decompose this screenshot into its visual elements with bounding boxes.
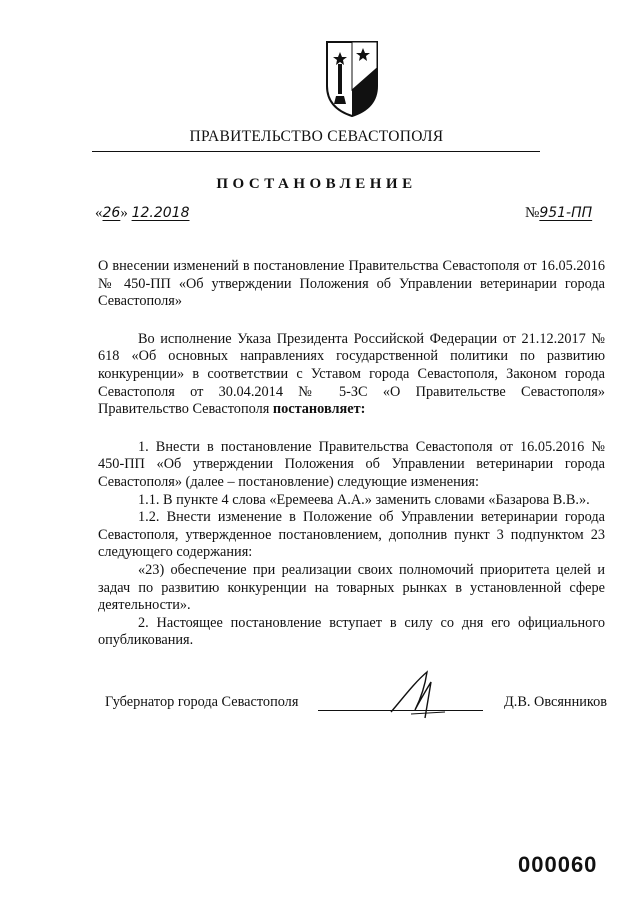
preamble [98, 331, 605, 419]
date-day: 26 [102, 205, 121, 221]
document-date [95, 205, 189, 222]
item-1-2-quote: «23) обеспечение при реализации своих полномочий приоритета целей и задач по развитию конкуренции на товарных рынках в установленной сфере деятельности». [98, 561, 605, 614]
item-1-1: 1.1. В пункте 4 слова «Еремеева А.А.» заменить словами «Базарова В.В.». [138, 491, 590, 508]
preamble-text: Во исполнение Указа Президента Российской Федерации от 21.12.2017 № 618 «Об основных направлениях государственной политики по развитию конкуренции» в соответствии с Уставом города Севастополя, Законом города Севастополя от 30.04.2014 № 5-ЗС «О Правительстве Севастополя» Правительство Севастополя [98, 330, 605, 418]
number-prefix: № [525, 205, 540, 221]
signatory-name: Д.В. Овсянников [504, 694, 607, 710]
item-1: 1. Внести в постановление Правительства Севастополя от 16.05.2016 № 450-ПП «Об утверждении Положения об Управлении ветеринарии города Севастополя» (далее – постановление) следующие изменения: [98, 438, 605, 490]
signature-block [105, 694, 607, 716]
stamp-number: 000060 [518, 852, 598, 877]
organization-title: ПРАВИТЕЛЬСТВО СЕВАСТОПОЛЯ [189, 128, 444, 145]
document-number [525, 205, 592, 222]
document-type: ПОСТАНОВЛЕНИЕ [216, 176, 417, 192]
header-divider [92, 151, 540, 152]
document-body [98, 258, 605, 650]
coat-of-arms-icon [321, 38, 383, 118]
handwritten-signature-icon [385, 668, 455, 724]
preamble-decree-word: постановляет: [272, 401, 366, 418]
date-quote-open: « [95, 205, 103, 221]
date-month-year: 12.2018 [131, 205, 190, 221]
item-2: 2. Настоящее постановление вступает в силу со дня его официального опубликования. [98, 614, 605, 649]
date-quote-close: » [120, 205, 128, 221]
number-value: 951-ПП [539, 205, 593, 221]
item-1-2: 1.2. Внести изменение в Положение об Управлении ветеринарии города Севастополя, утвержденное постановлением, дополнив пункт 3 подпунктом 23 следующего содержания: [98, 509, 605, 561]
signatory-position: Губернатор города Севастополя [105, 694, 299, 710]
document-title: О внесении изменений в постановление Правительства Севастополя от 16.05.2016 № 450-ПП «Об утверждении Положения об Управлении ветеринарии города Севастополя» [98, 258, 605, 310]
